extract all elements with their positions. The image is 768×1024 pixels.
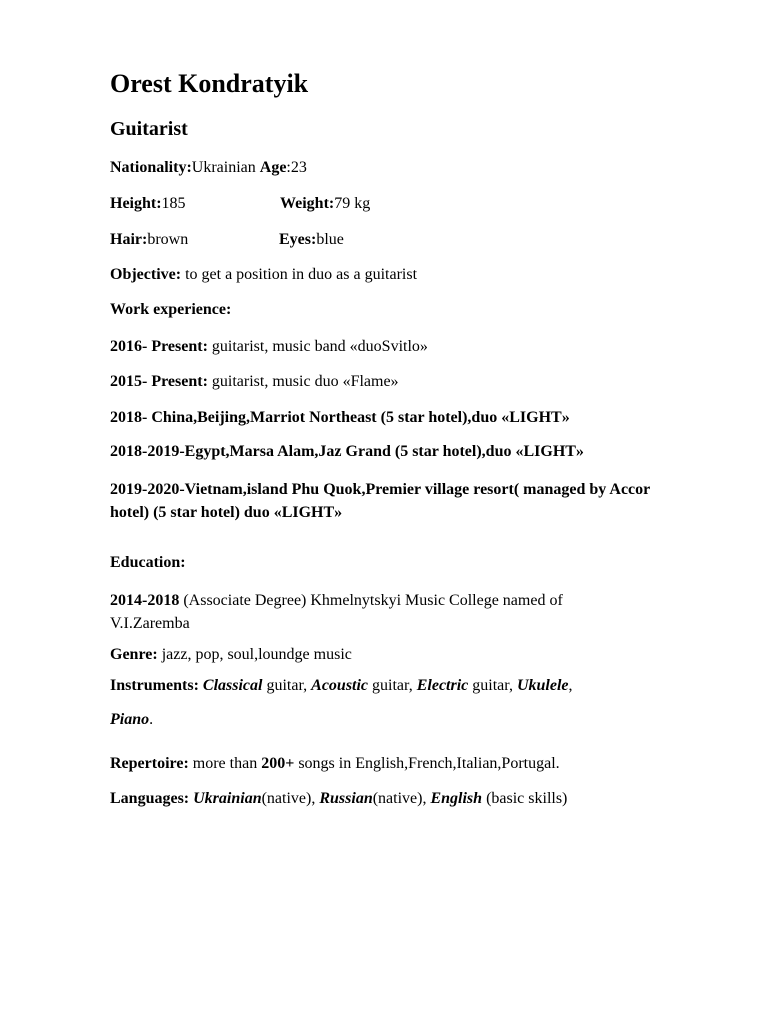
education-entry: [110, 589, 630, 635]
candidate-role: Guitarist: [110, 118, 188, 140]
instruments-label: Instruments:: [110, 677, 199, 694]
education-value: (Associate Degree) Khmelnytskyi Music College named of V.I.Zaremba: [110, 592, 563, 632]
weight-value: 79 kg: [334, 195, 371, 212]
language-suffix: (native),: [372, 790, 431, 807]
work-item: 2018- China,Beijing,Marriot Northeast (5 star hotel),duo «LIGHT»: [110, 409, 570, 426]
hair-value: brown: [147, 231, 189, 248]
languages-label: Languages:: [110, 790, 190, 807]
repertoire-post: songs in English,French,Italian,Portugal.: [294, 755, 560, 772]
weight-block: [280, 194, 370, 214]
candidate-name: Orest Kondratyik: [110, 69, 309, 98]
genre-value: jazz, pop, soul,loundge music: [157, 646, 352, 663]
instrument-name: Piano: [110, 711, 150, 728]
age-label: Age: [259, 159, 287, 176]
eyes-block: [279, 230, 344, 250]
language-name: Russian: [319, 790, 373, 807]
eyes-value: blue: [316, 231, 344, 248]
instrument-suffix: .: [149, 711, 154, 728]
instrument-suffix: guitar,: [262, 677, 312, 694]
instruments-line: [110, 676, 573, 696]
genre-label: Genre:: [110, 646, 158, 663]
language-suffix: (native),: [261, 790, 320, 807]
repertoire-line: [110, 754, 560, 774]
instrument-name: Classical: [202, 677, 263, 694]
objective-line: [110, 265, 417, 285]
height-value: 185: [161, 195, 186, 212]
work-experience-heading: Work experience:: [110, 301, 232, 318]
work-item: [110, 372, 399, 392]
hair-label: Hair:: [110, 231, 148, 248]
instrument-suffix: guitar,: [468, 677, 517, 694]
nationality-age-line: [110, 158, 307, 178]
instrument-name: Electric: [416, 677, 469, 694]
education-years: 2014-2018: [110, 592, 180, 609]
work-item-label: 2016- Present:: [110, 338, 208, 355]
work-item: 2018-2019-Egypt,Marsa Alam,Jaz Grand (5 star hotel),duo «LIGHT»: [110, 443, 584, 460]
work-item-value: guitarist, music duo «Flame»: [207, 373, 399, 390]
languages-line: [110, 789, 567, 809]
height-label: Height:: [110, 195, 162, 212]
repertoire-label: Repertoire:: [110, 755, 189, 772]
genre-line: [110, 645, 352, 665]
instrument-suffix: ,: [568, 677, 573, 694]
nationality-label: Nationality:: [110, 159, 192, 176]
nationality-value: Ukrainian: [191, 159, 256, 176]
work-item-value: guitarist, music band «duoSvitlo»: [207, 338, 428, 355]
objective-value: to get a position in duo as a guitarist: [181, 266, 418, 283]
instrument-name: Acoustic: [311, 677, 369, 694]
objective-label: Objective:: [110, 266, 182, 283]
age-value: :23: [286, 159, 307, 176]
repertoire-count: 200+: [261, 755, 295, 772]
height-weight-line: [110, 194, 670, 214]
work-item: 2019-2020-Vietnam,island Phu Quok,Premier village resort( managed by Accor hotel) (5 star hotel) duo «LIGHT»: [110, 481, 650, 521]
language-suffix: (basic skills): [482, 790, 568, 807]
repertoire-pre: more than: [188, 755, 262, 772]
work-item: [110, 337, 428, 357]
instruments-line-continued: [110, 710, 153, 730]
language-name: English: [430, 790, 483, 807]
work-item-label: 2015- Present:: [110, 373, 208, 390]
language-name: Ukrainian: [193, 790, 262, 807]
hair-eyes-line: [110, 230, 670, 250]
education-heading: Education:: [110, 554, 186, 571]
instrument-name: Ukulele: [516, 677, 569, 694]
weight-label: Weight:: [280, 195, 335, 212]
instrument-suffix: guitar,: [368, 677, 417, 694]
eyes-label: Eyes:: [279, 231, 317, 248]
